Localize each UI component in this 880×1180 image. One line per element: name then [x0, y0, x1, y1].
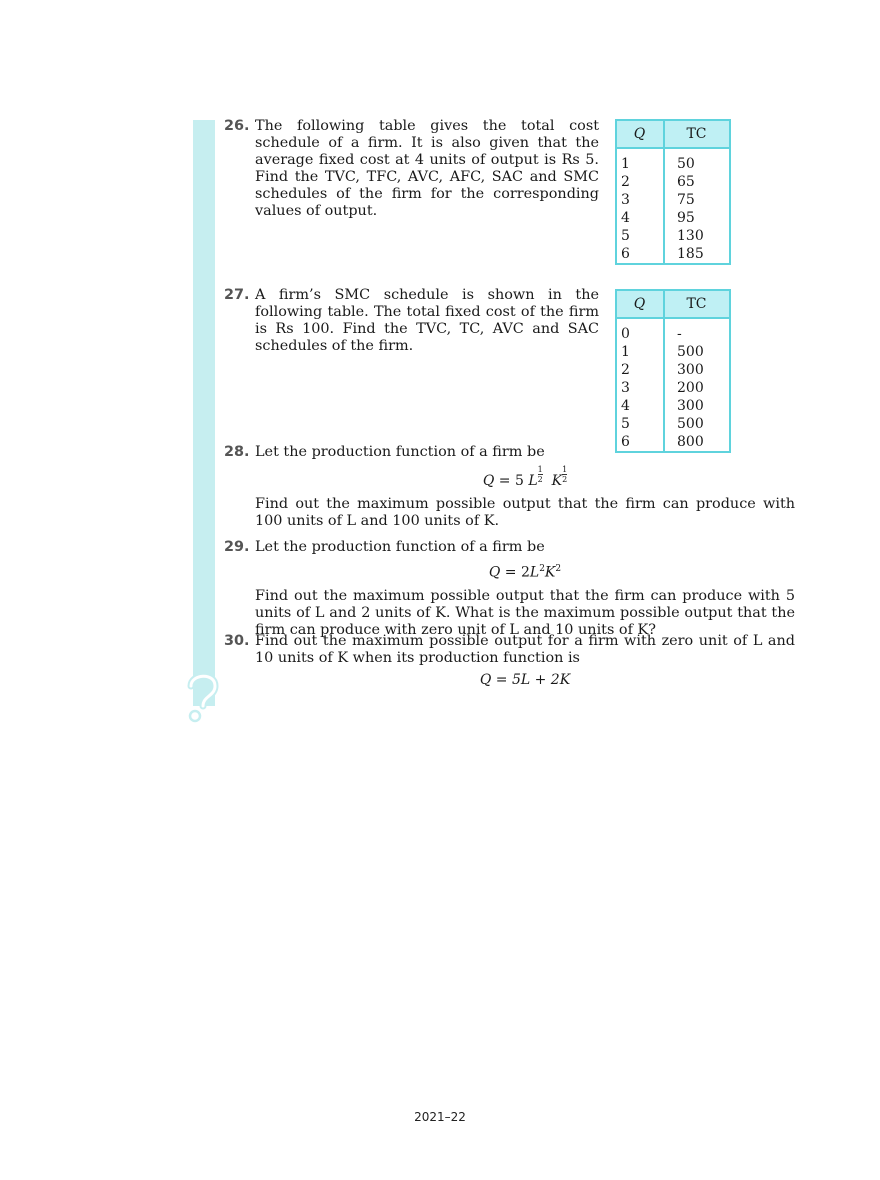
table-row: 5 130	[616, 227, 730, 245]
question-28	[224, 444, 795, 530]
table-row: 0 -	[616, 318, 730, 343]
table-row: 1 500	[616, 343, 730, 361]
question-30	[224, 633, 795, 695]
question-text: Find out the maximum possible output that the firm can produce with 5 units of L and 2 units of K. What is the maximum possible output that the firm can produce with zero unit of L and 10 units of K?	[255, 587, 795, 638]
table-header-q: Q	[616, 290, 664, 318]
question-number: 27.	[224, 287, 250, 303]
question-26	[224, 118, 599, 220]
cost-table-27	[615, 289, 731, 453]
production-formula: $Q = 2L^2K^2$	[488, 564, 562, 581]
table-row: 3 75	[616, 191, 730, 209]
question-text: A firm’s SMC schedule is shown in the following table. The total fixed cost of the firm is Rs 100. Find the TVC, TC, AVC and SAC schedules of the firm.	[255, 287, 599, 354]
table-row: 4 95	[616, 209, 730, 227]
table-header-tc: TC	[664, 120, 730, 148]
table-row: 4 300	[616, 397, 730, 415]
production-formula: Q = 5 L $\frac{1}{2}$ K $\frac{1}{2}$	[482, 465, 568, 489]
question-text: The following table gives the total cost schedule of a firm. It is also given that the average fixed cost at 4 units of output is Rs 5. Find the TVC, TFC, AVC, AFC, SAC and SMC schedules of the firm for the corresponding values of output.	[255, 118, 599, 219]
question-intro: Find out the maximum possible output for a firm with zero unit of L and 10 units of K when its production function is	[255, 633, 795, 666]
page-footer-year: 2021–22	[414, 1110, 466, 1124]
table-row: 2 300	[616, 361, 730, 379]
question-intro: Let the production function of a firm be	[255, 444, 545, 460]
question-number: 26.	[224, 118, 250, 134]
question-intro: Let the production function of a firm be	[255, 539, 545, 555]
table-header-tc: TC	[664, 290, 730, 318]
question-text: Find out the maximum possible output that the firm can produce with 100 units of L and 100 units of K.	[255, 496, 795, 529]
question-number: 29.	[224, 539, 250, 555]
table-row: 5 500	[616, 415, 730, 433]
cost-table-26	[615, 119, 731, 265]
question-mark-icon	[183, 668, 223, 724]
table-row: 6 185	[616, 245, 730, 264]
table-row: 1 50	[616, 148, 730, 173]
question-number: 30.	[224, 633, 250, 649]
table-row: 6 800	[616, 433, 730, 452]
production-formula: Q = 5L + 2K	[479, 672, 571, 688]
table-header-q: Q	[616, 120, 664, 148]
table-row: 3 200	[616, 379, 730, 397]
question-number: 28.	[224, 444, 250, 460]
question-27	[224, 287, 599, 355]
table-row: 2 65	[616, 173, 730, 191]
question-29	[224, 539, 795, 639]
sidebar-strip	[193, 120, 215, 706]
